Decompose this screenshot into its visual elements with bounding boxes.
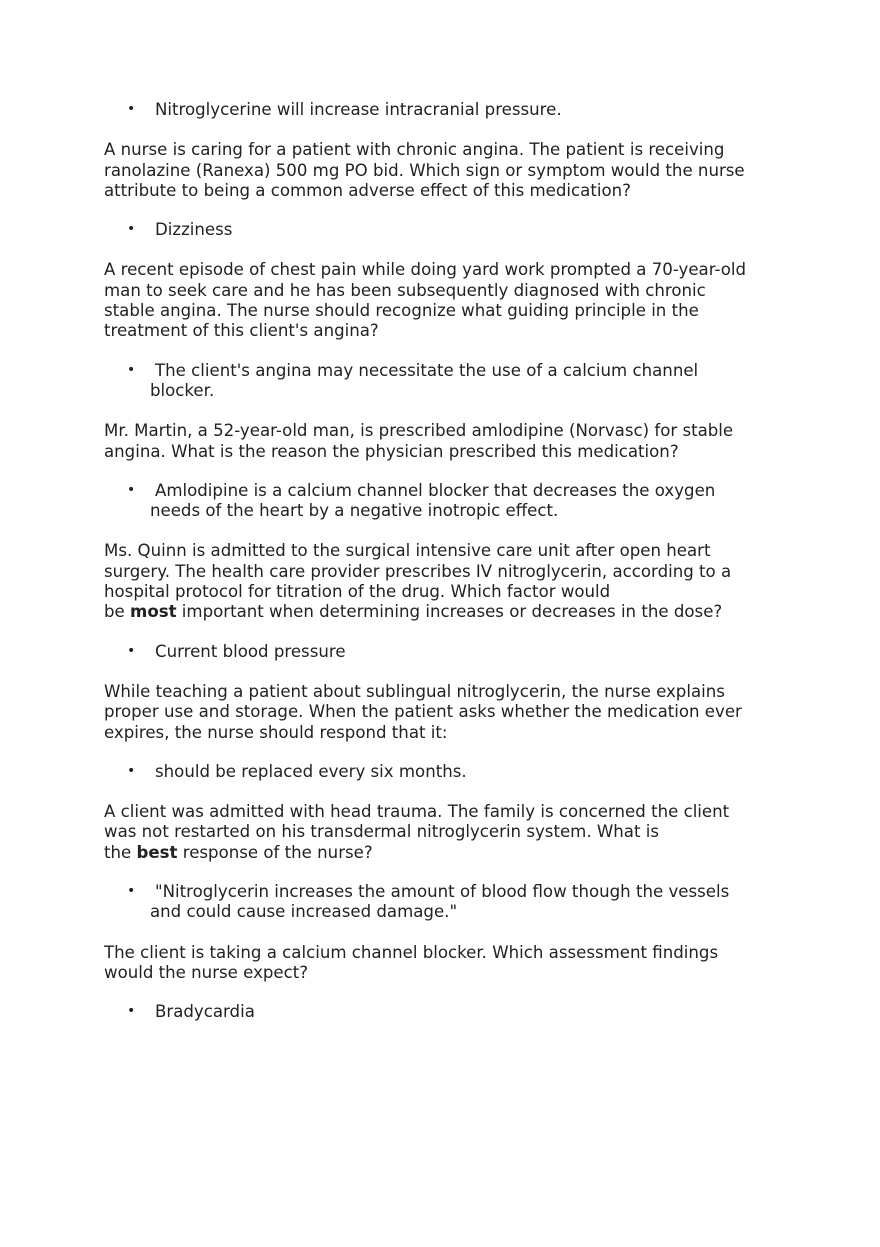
bullet-icon: • (127, 642, 136, 659)
question-text-line: Ms. Quinn is admitted to the surgical intensive care unit after open heart (104, 541, 711, 561)
answer-list-item (104, 481, 794, 522)
answer-text-line: needs of the heart by a negative inotropic effect. (150, 501, 559, 521)
answer-list-item (104, 361, 794, 402)
answer-list-item (104, 882, 794, 923)
answer-list-item (104, 100, 794, 120)
question-text-line: A client was admitted with head trauma. The family is concerned the client (104, 802, 730, 822)
question-text-line: expires, the nurse should respond that it: (104, 722, 448, 742)
answer-text-line: should be replaced every six months. (155, 761, 467, 781)
question-text-post: important when determining increases or decreases in the dose? (176, 602, 723, 622)
question-text-line: The client is taking a calcium channel blocker. Which assessment findings (104, 942, 719, 962)
document-page (104, 100, 794, 1043)
question-text-line (104, 602, 794, 622)
question-text-line: A recent episode of chest pain while doing yard work prompted a 70-year-old (104, 260, 747, 280)
question-text-line: Mr. Martin, a 52-year-old man, is prescribed amlodipine (Norvasc) for stable (104, 421, 734, 441)
question-text-pre: be (104, 602, 131, 622)
question-paragraph (104, 421, 794, 462)
answer-list-item (104, 762, 794, 782)
bullet-icon: • (127, 101, 136, 117)
answer-text-line: The client's angina may necessitate the use of a calcium channel (155, 360, 699, 380)
question-text-line: angina. What is the reason the physician prescribed this medication? (104, 441, 679, 461)
bullet-icon: • (127, 221, 136, 238)
question-text-post: response of the nurse? (177, 842, 373, 862)
answer-text-line: Dizziness (155, 220, 233, 240)
answer-text-line: Current blood pressure (155, 641, 346, 661)
question-text-line: stable angina. The nurse should recognize what guiding principle in the (104, 301, 699, 321)
question-text-line: proper use and storage. When the patient asks whether the medication ever (104, 702, 742, 722)
question-text-line: was not restarted on his transdermal nitroglycerin system. What is (104, 822, 660, 842)
question-text-line: treatment of this client's angina? (104, 321, 379, 341)
question-text-line: surgery. The health care provider prescribes IV nitroglycerin, according to a (104, 561, 732, 581)
question-paragraph (104, 541, 794, 622)
question-text-line: attribute to being a common adverse effect of this medication? (104, 180, 631, 200)
answer-list-item (104, 1002, 794, 1022)
answer-text-line: "Nitroglycerin increases the amount of blood flow though the vessels (155, 882, 730, 902)
bullet-icon: • (127, 361, 136, 378)
answer-list-item (104, 642, 794, 662)
answer-text-line: Amlodipine is a calcium channel blocker that decreases the oxygen (155, 480, 716, 500)
answer-list-item (104, 220, 794, 240)
answer-text-line: blocker. (150, 380, 215, 400)
question-emphasis: best (136, 842, 178, 862)
bullet-icon: • (127, 481, 136, 498)
question-text-pre: the (104, 842, 137, 862)
answer-text-line: Nitroglycerine will increase intracranial pressure. (155, 100, 562, 119)
question-paragraph (104, 943, 794, 984)
bullet-icon: • (127, 883, 136, 900)
question-text-line: A nurse is caring for a patient with chronic angina. The patient is receiving (104, 140, 725, 160)
bullet-icon: • (127, 762, 136, 779)
question-text-line (104, 843, 794, 863)
question-text-line: ranolazine (Ranexa) 500 mg PO bid. Which sign or symptom would the nurse (104, 160, 745, 180)
question-text-line: would the nurse expect? (104, 962, 309, 982)
question-paragraph (104, 682, 794, 743)
answer-text-line: Bradycardia (155, 1002, 255, 1022)
bullet-icon: • (127, 1003, 136, 1020)
question-emphasis: most (130, 602, 177, 622)
question-paragraph (104, 260, 794, 341)
answer-text-line: and could cause increased damage." (150, 902, 458, 922)
question-text-line: hospital protocol for titration of the drug. Which factor would (104, 582, 611, 602)
question-paragraph (104, 140, 794, 201)
question-text-line: While teaching a patient about sublingual nitroglycerin, the nurse explains (104, 681, 725, 701)
question-paragraph (104, 802, 794, 863)
question-text-line: man to seek care and he has been subsequently diagnosed with chronic (104, 280, 706, 300)
